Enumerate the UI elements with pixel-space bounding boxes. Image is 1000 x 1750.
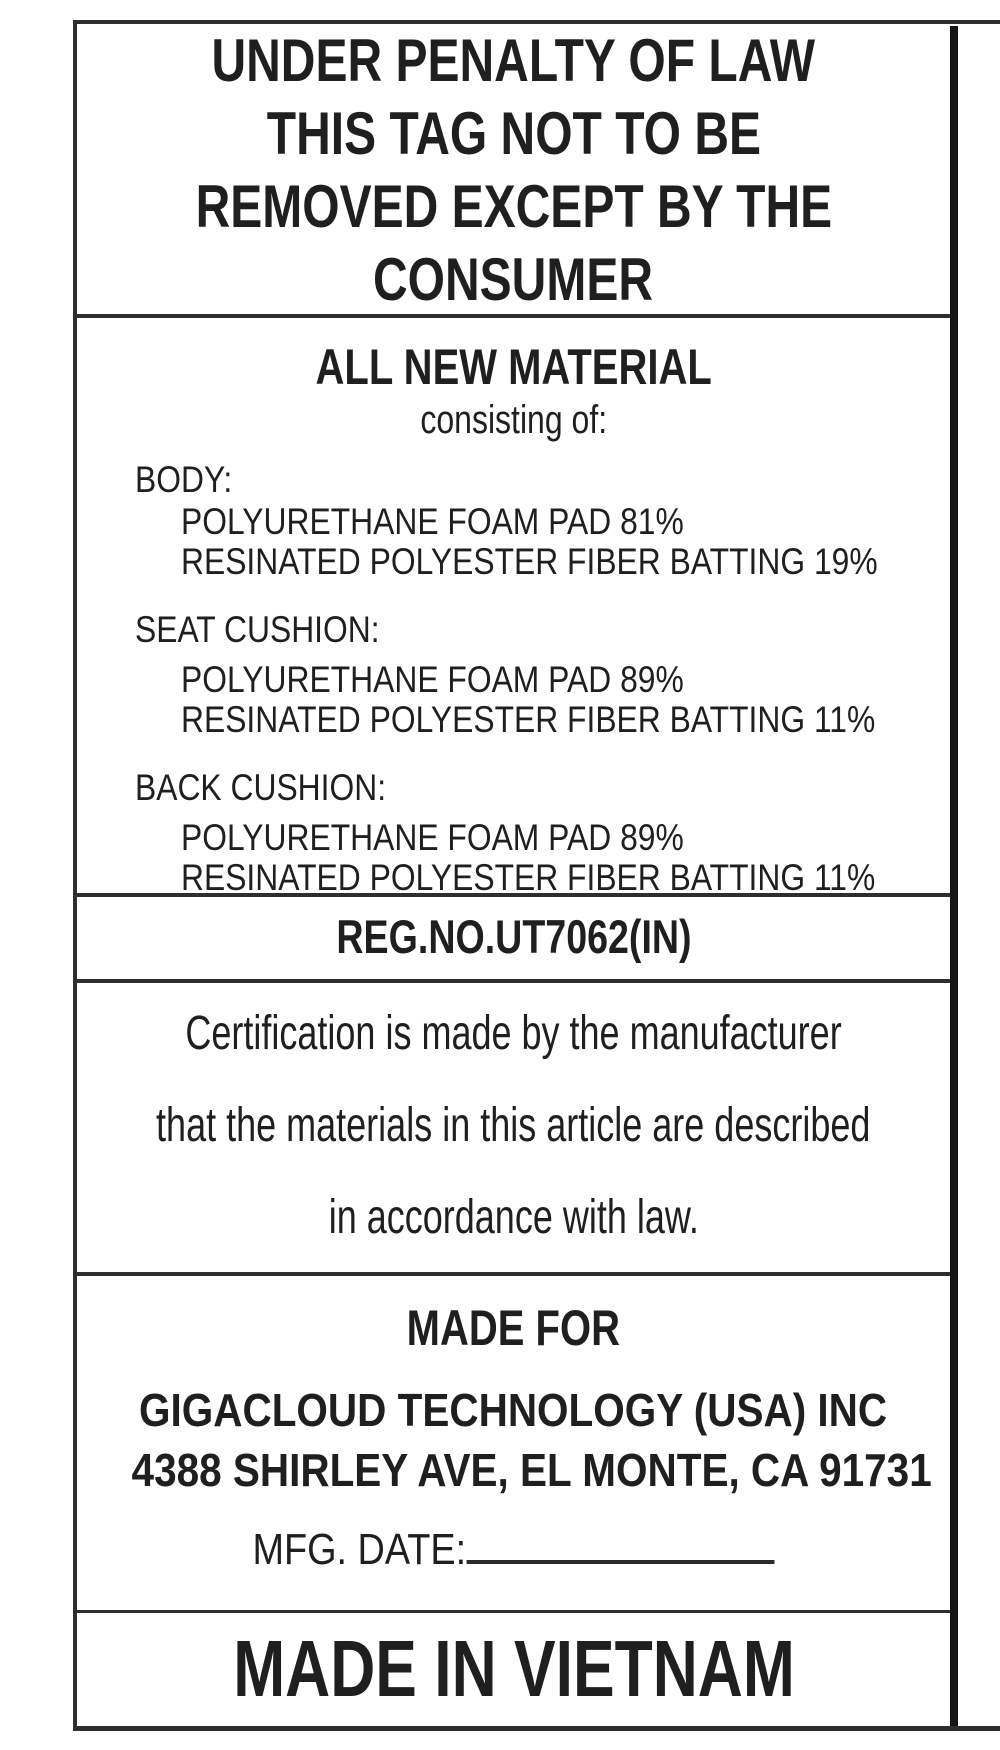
registration-number-section <box>77 897 950 975</box>
group-name: SEAT CUSHION: <box>135 609 380 650</box>
divider-mfgdate-origin <box>77 1610 950 1613</box>
materials-group-body <box>77 458 950 582</box>
group-item: POLYURETHANE FOAM PAD 81% <box>181 501 684 542</box>
certification-line-1: Certification is made by the manufacturer <box>185 1006 842 1060</box>
group-name: BACK CUSHION: <box>135 767 387 808</box>
mfg-date-label: MFG. DATE: <box>252 1525 467 1574</box>
certification-line-3: in accordance with law. <box>328 1190 699 1244</box>
country-of-origin: MADE IN VIETNAM <box>232 1624 795 1713</box>
group-item: POLYURETHANE FOAM PAD 89% <box>181 817 684 858</box>
group-item: RESINATED POLYESTER FIBER BATTING 19% <box>181 541 878 582</box>
certification-statement <box>77 983 950 1268</box>
materials-group-seat-cushion <box>77 608 950 740</box>
label-right-border <box>950 26 958 1726</box>
registration-number: REG.NO.UT7062(IN) <box>335 909 692 963</box>
company-name: GIGACLOUD TECHNOLOGY (USA) INC <box>139 1384 888 1436</box>
penalty-line-2: THIS TAG NOT TO BE <box>266 100 761 167</box>
materials-group-back-cushion <box>77 766 950 898</box>
group-item: POLYURETHANE FOAM PAD 89% <box>181 659 684 700</box>
penalty-line-1: UNDER PENALTY OF LAW <box>211 27 816 94</box>
group-item: RESINATED POLYESTER FIBER BATTING 11% <box>181 699 876 740</box>
mfg-date-blank-line <box>466 1560 774 1564</box>
penalty-line-3: REMOVED EXCEPT BY THE <box>195 173 832 240</box>
made-for-heading: MADE FOR <box>406 1300 621 1356</box>
label-bottom-border <box>73 1726 1000 1731</box>
materials-heading: ALL NEW MATERIAL <box>315 339 712 395</box>
mfg-date-row <box>77 1524 950 1576</box>
company-address: 4388 SHIRLEY AVE, EL MONTE, CA 91731 <box>131 1444 932 1496</box>
group-name: BODY: <box>135 459 233 500</box>
materials-section <box>77 320 950 898</box>
penalty-notice <box>77 26 950 314</box>
materials-subheading: consisting of: <box>420 398 607 442</box>
penalty-line-4: CONSUMER <box>373 246 654 313</box>
made-for-section <box>77 1276 950 1606</box>
certification-line-2: that the materials in this article are described <box>156 1098 871 1152</box>
group-item: RESINATED POLYESTER FIBER BATTING 11% <box>181 857 876 898</box>
